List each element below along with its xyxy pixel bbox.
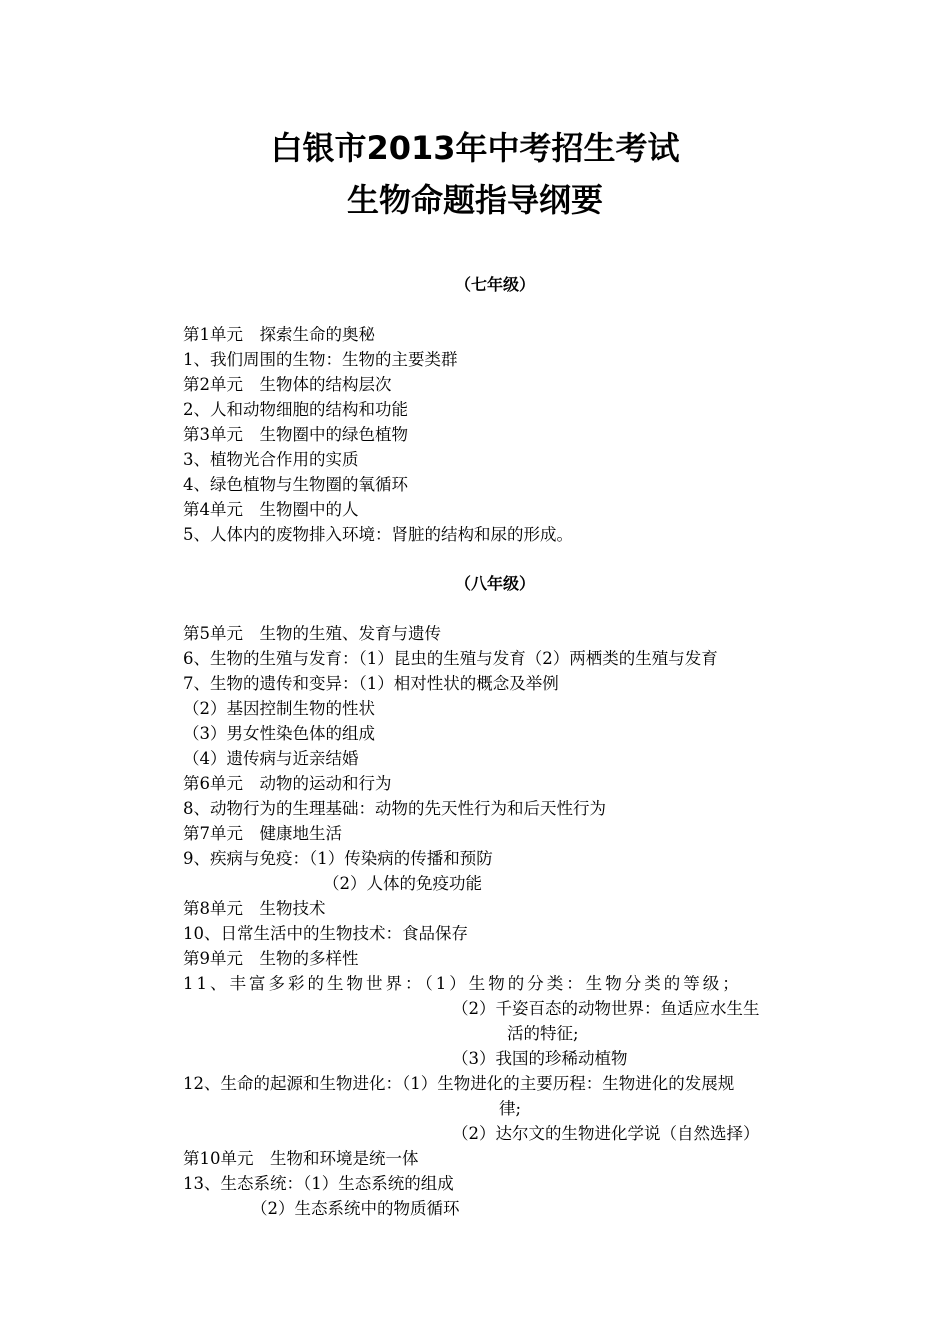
- sub-topic-line: （2）人体的免疫功能: [323, 874, 482, 893]
- unit-heading: 第1单元 探索生命的奥秘: [183, 325, 375, 344]
- topic-line: 3、植物光合作用的实质: [183, 450, 359, 469]
- unit-heading: 第7单元 健康地生活: [183, 824, 342, 843]
- sub-topic-line: （2）基因控制生物的性状: [183, 699, 375, 718]
- sub-topic-line: （3）男女性染色体的组成: [183, 724, 375, 743]
- topic-line: 6、生物的生殖与发育：（1）昆虫的生殖与发育（2）两栖类的生殖与发育: [183, 649, 718, 668]
- unit-heading: 第5单元 生物的生殖、发育与遗传: [183, 624, 441, 643]
- document-title-line-2: 生物命题指导纲要: [346, 181, 603, 219]
- unit-heading: 第6单元 动物的运动和行为: [183, 774, 392, 793]
- sub-topic-line: （2）生态系统中的物质循环: [251, 1199, 460, 1218]
- unit-heading: 第9单元 生物的多样性: [183, 949, 359, 968]
- sub-topic-line: （2）达尔文的生物进化学说（自然选择）: [452, 1124, 760, 1143]
- topic-line: 10、日常生活中的生物技术：食品保存: [183, 924, 468, 943]
- grade-7-heading: （七年级）: [454, 275, 535, 294]
- topic-line: 2、人和动物细胞的结构和功能: [183, 400, 408, 419]
- topic-line: 4、绿色植物与生物圈的氧循环: [183, 475, 408, 494]
- document-title-line-1: 白银市2013年中考招生考试: [270, 129, 680, 167]
- unit-heading: 第4单元 生物圈中的人: [183, 500, 359, 519]
- topic-line: 13、生态系统：（1）生态系统的组成: [183, 1174, 454, 1193]
- unit-heading: 第3单元 生物圈中的绿色植物: [183, 425, 408, 444]
- unit-heading: 第10单元 生物和环境是统一体: [183, 1149, 419, 1168]
- topic-line: 11、丰富多彩的生物世界：（1）生物的分类：生物分类的等级；: [183, 974, 742, 993]
- sub-topic-continuation: 律;: [499, 1099, 522, 1118]
- grade-8-heading: （八年级）: [454, 574, 535, 593]
- sub-topic-continuation: 活的特征;: [507, 1024, 579, 1043]
- topic-line: 5、人体内的废物排入环境：肾脏的结构和尿的形成。: [183, 525, 573, 544]
- unit-heading: 第2单元 生物体的结构层次: [183, 375, 392, 394]
- sub-topic-line: （4）遗传病与近亲结婚: [183, 749, 359, 768]
- topic-line: 12、生命的起源和生物进化：（1）生物进化的主要历程：生物进化的发展规: [183, 1074, 735, 1093]
- unit-heading: 第8单元 生物技术: [183, 899, 326, 918]
- sub-topic-line: （3）我国的珍稀动植物: [452, 1049, 628, 1068]
- topic-line: 9、疾病与免疫：（1）传染病的传播和预防: [183, 849, 493, 868]
- topic-line: 8、动物行为的生理基础：动物的先天性行为和后天性行为: [183, 799, 606, 818]
- topic-line: 1、我们周围的生物：生物的主要类群: [183, 350, 458, 369]
- topic-line: 7、生物的遗传和变异：（1）相对性状的概念及举例: [183, 674, 559, 693]
- sub-topic-line: （2）千姿百态的动物世界：鱼适应水生生: [452, 999, 760, 1018]
